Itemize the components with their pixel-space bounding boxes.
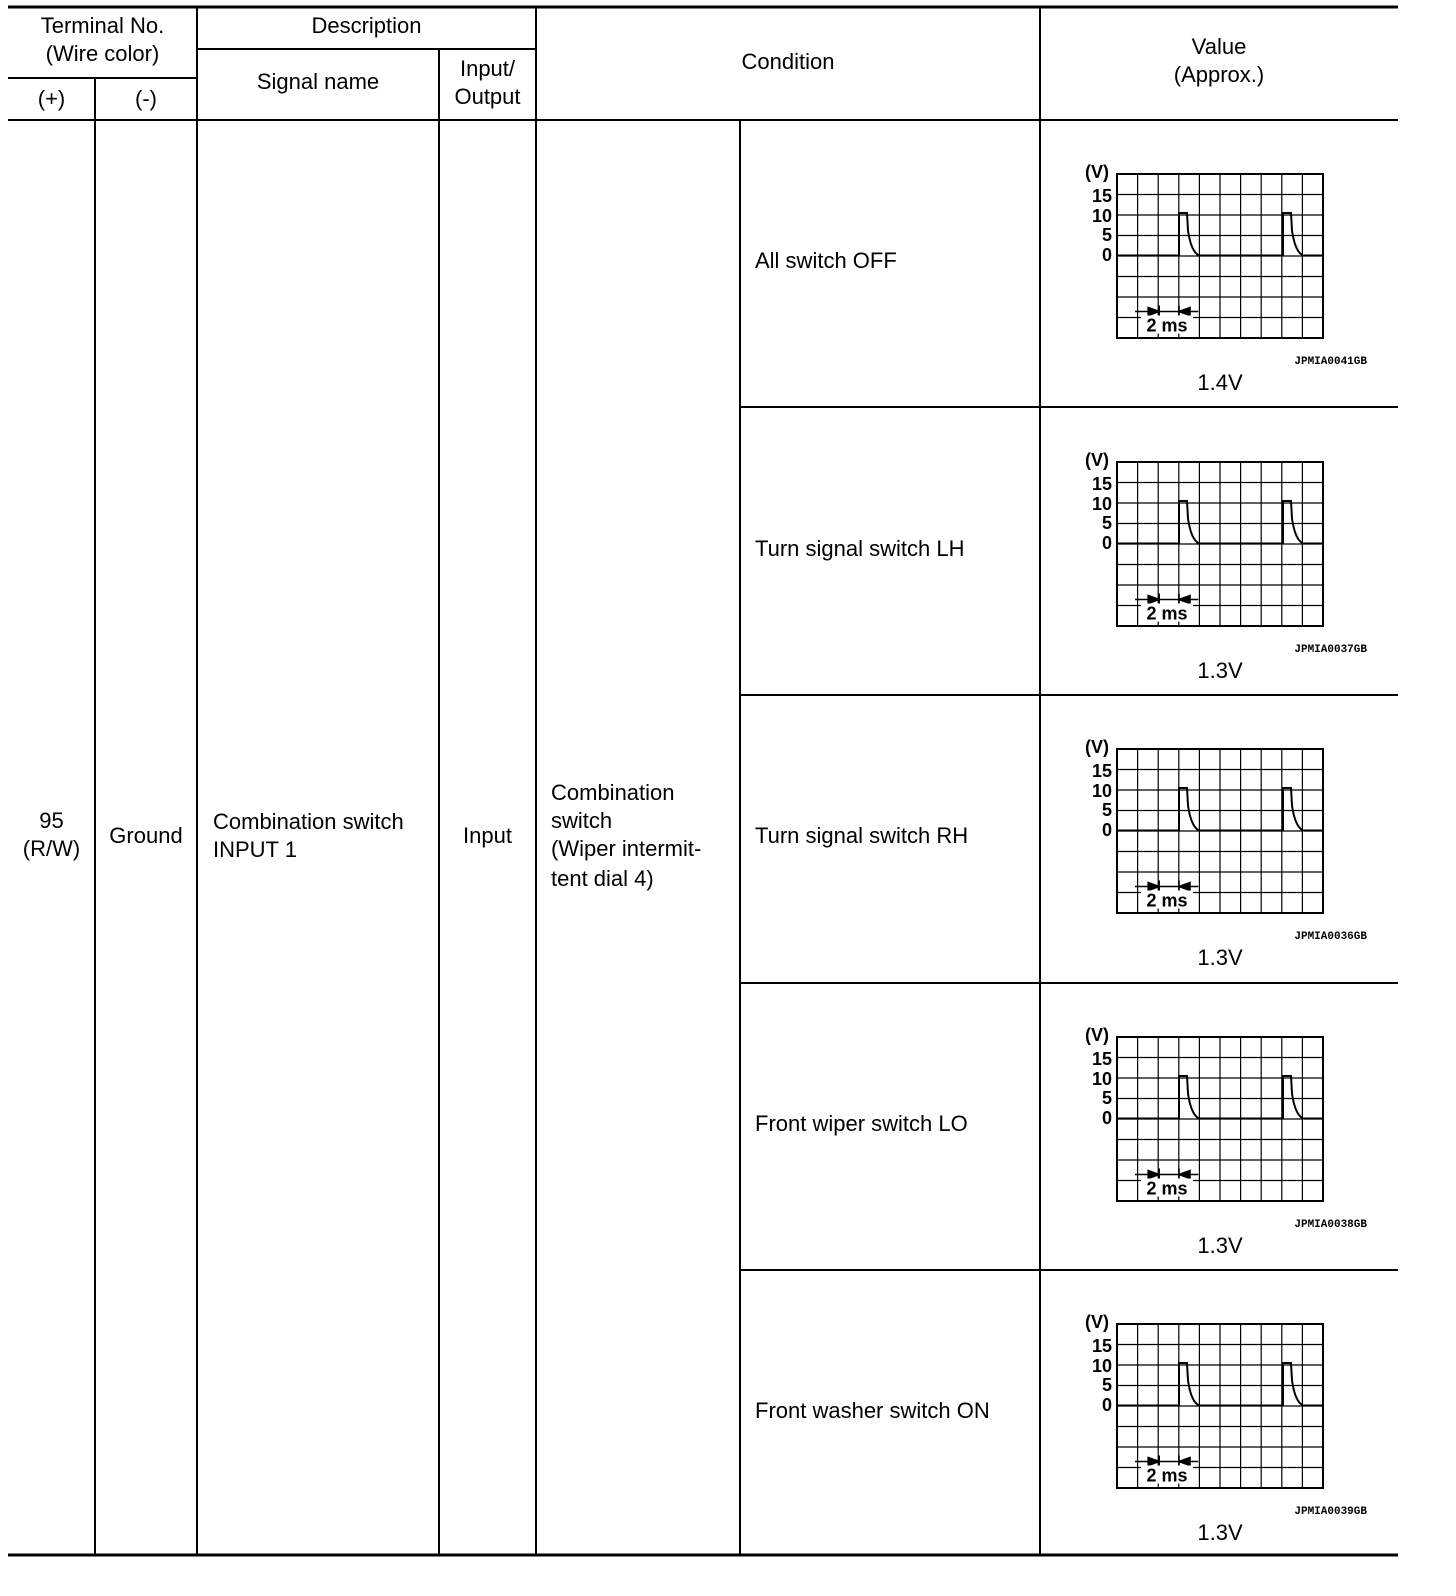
scope-unit-label: (V) [1085,450,1109,470]
signal-name-line2: INPUT 1 [213,837,297,862]
header-approx: (Approx.) [1173,62,1265,87]
time-scale-label: 2 ms [1146,890,1188,911]
condition-line2: switch [551,808,613,833]
oscilloscope-waveform [1075,735,1375,955]
condition-line3: (Wiper intermit- [551,836,702,861]
signal-name-line1: Combination switch [213,809,404,834]
figure-code: JPMIA0036GB [1294,931,1367,943]
value-reading: 1.3V [1197,1520,1243,1545]
header-output: Output [454,84,521,109]
scope-tick-label: 5 [1101,800,1112,820]
oscilloscope-waveform [1075,1310,1375,1530]
value-reading: 1.3V [1197,658,1243,683]
scope-tick-label: 10 [1091,781,1112,801]
scope-tick-label: 5 [1101,1375,1112,1395]
header-condition: Condition [741,49,835,74]
scope-tick-label: 10 [1091,1069,1112,1089]
scope-tick-label: 0 [1101,1108,1112,1128]
scope-tick-label: 15 [1091,474,1112,494]
header-value: Value [1191,34,1247,59]
scope-tick-label: 0 [1101,533,1112,553]
time-scale-label: 2 ms [1146,1465,1188,1486]
header-terminal-no: Terminal No. [40,13,165,38]
time-scale-label: 2 ms [1146,1178,1188,1199]
ground-cell: Ground [109,823,183,848]
oscilloscope-waveform [1075,160,1375,380]
header-description: Description [311,13,422,38]
scope-tick-label: 15 [1091,1049,1112,1069]
scope-unit-label: (V) [1085,1312,1109,1332]
subcondition-turn-rh: Turn signal switch RH [755,823,969,848]
io-cell: Input [463,823,512,848]
scope-tick-label: 0 [1101,820,1112,840]
scope-unit-label: (V) [1085,162,1109,182]
condition-line4: tent dial 4) [551,866,654,891]
time-scale-label: 2 ms [1146,603,1188,624]
scope-tick-label: 10 [1091,206,1112,226]
scope-unit-label: (V) [1085,737,1109,757]
figure-code: JPMIA0041GB [1294,356,1367,368]
subcondition-wiper-lo: Front wiper switch LO [755,1111,968,1136]
header-minus: (-) [135,86,157,111]
value-reading: 1.3V [1197,1233,1243,1258]
condition-line1: Combination [551,780,675,805]
value-reading: 1.4V [1197,370,1243,395]
header-wire-color: (Wire color) [45,41,160,66]
subcondition-washer-on: Front washer switch ON [755,1398,990,1423]
subcondition-turn-lh: Turn signal switch LH [755,536,965,561]
scope-tick-label: 10 [1091,1356,1112,1376]
terminal-wire-color: (R/W) [22,836,81,861]
scope-tick-label: 15 [1091,1336,1112,1356]
scope-tick-label: 0 [1101,245,1112,265]
scope-tick-label: 0 [1101,1395,1112,1415]
scope-tick-label: 5 [1101,513,1112,533]
figure-code: JPMIA0038GB [1294,1219,1367,1231]
scope-tick-label: 15 [1091,761,1112,781]
terminal-number: 95 [39,808,64,833]
header-input: Input/ [459,56,516,81]
value-reading: 1.3V [1197,945,1243,970]
subcondition-all-switch-off: All switch OFF [755,248,897,273]
scope-tick-label: 10 [1091,494,1112,514]
oscilloscope-waveform [1075,1023,1375,1243]
scope-unit-label: (V) [1085,1025,1109,1045]
scope-tick-label: 5 [1101,225,1112,245]
header-signal-name: Signal name [256,69,380,94]
header-plus: (+) [37,86,66,111]
scope-tick-label: 15 [1091,186,1112,206]
figure-code: JPMIA0037GB [1294,644,1367,656]
oscilloscope-waveform [1075,448,1375,668]
scope-tick-label: 5 [1101,1088,1112,1108]
figure-code: JPMIA0039GB [1294,1506,1367,1518]
time-scale-label: 2 ms [1146,315,1188,336]
